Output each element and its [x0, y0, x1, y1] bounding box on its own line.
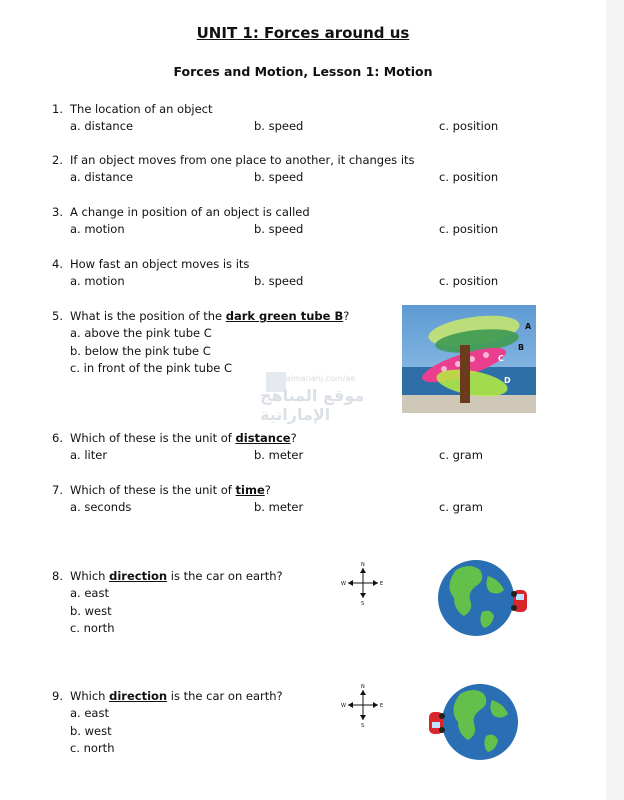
question-9: 9. Which direction is the car on earth? a. east b. west c. north — [52, 689, 283, 758]
question-text: How fast an object moves is its — [70, 257, 250, 271]
svg-text:N: N — [361, 562, 365, 568]
option-b: b. speed — [254, 222, 304, 236]
label-c: C — [498, 354, 504, 363]
option-a: a. distance — [70, 170, 134, 184]
question-text: The location of an object — [70, 102, 213, 116]
option-b: b. west — [70, 723, 112, 738]
svg-text:W: W — [341, 581, 346, 587]
option-c: c. position — [439, 274, 499, 288]
option-a: a. east — [70, 586, 109, 600]
option-c: c. north — [70, 621, 115, 635]
option-a: a. seconds — [70, 500, 132, 514]
option-c: c. gram — [439, 500, 483, 514]
question-7: 7. Which of these is the unit of time? a. seconds b. meter c. gram — [52, 483, 483, 514]
car-icon — [511, 590, 527, 612]
compass-rose-icon — [340, 560, 386, 606]
option-c: c. gram — [439, 448, 483, 462]
tubes-photo — [402, 305, 536, 413]
unit-title: UNIT 1: Forces around us — [196, 24, 410, 42]
watermark: almanahj.com/ae موقع المناهج الإماراتية — [260, 374, 365, 424]
option-b: b. speed — [254, 274, 304, 288]
option-b: b. speed — [254, 119, 304, 133]
question-4: 4. How fast an object moves is its a. motion b. speed c. position — [52, 257, 499, 288]
option-a: a. motion — [70, 274, 125, 288]
question-6: 6. Which of these is the unit of distance? a. liter b. meter c. gram — [52, 431, 483, 462]
question-2: 2. If an object moves from one place to another, it changes its a. distance b. speed c. position — [52, 153, 499, 184]
question-text: If an object moves from one place to another, it changes its — [70, 153, 415, 167]
keyword: distance — [235, 431, 291, 445]
option-c: c. north — [70, 741, 115, 755]
option-c: c. position — [439, 170, 499, 184]
svg-text:E: E — [380, 581, 384, 587]
option-a: a. motion — [70, 222, 125, 236]
svg-text:S: S — [361, 601, 365, 606]
keyword: time — [235, 483, 265, 497]
option-b: b. meter — [254, 448, 304, 462]
earth-car-east-image — [436, 556, 536, 640]
label-a: A — [525, 322, 532, 331]
lesson-subtitle: Forces and Motion, Lesson 1: Motion — [173, 64, 433, 79]
car-icon — [429, 712, 445, 734]
earth-car-west-image — [424, 680, 524, 764]
option-b: b. speed — [254, 170, 304, 184]
option-c: c. position — [439, 222, 499, 236]
option-b: b. meter — [254, 500, 304, 514]
option-a: a. distance — [70, 119, 134, 133]
question-1: 1. The location of an object a. distance b. speed c. position — [52, 102, 499, 133]
keyword: dark green tube B — [225, 309, 344, 323]
label-b: B — [518, 343, 525, 352]
svg-text:S: S — [361, 723, 365, 728]
keyword: direction — [109, 569, 168, 583]
svg-text:N: N — [361, 684, 365, 690]
question-text: A change in position of an object is called — [70, 205, 310, 219]
option-a: a. above the pink tube C — [70, 326, 212, 340]
question-5: 5. What is the position of the dark green tube B? a. above the pink tube C b. below the pink tube C c. in front of the pink tube C — [52, 309, 349, 378]
option-c: c. in front of the pink tube C — [70, 361, 233, 375]
option-b: b. below the pink tube C — [70, 343, 211, 358]
label-d: D — [504, 376, 511, 385]
option-c: c. position — [439, 119, 499, 133]
svg-text:E: E — [380, 703, 384, 709]
question-3: 3. A change in position of an object is called a. motion b. speed c. position — [52, 205, 499, 236]
keyword: direction — [109, 689, 168, 703]
question-8: 8. Which direction is the car on earth? a. east b. west c. north — [52, 569, 283, 638]
svg-text:W: W — [341, 703, 346, 709]
option-a: a. east — [70, 706, 109, 720]
option-a: a. liter — [70, 448, 108, 462]
compass-rose-icon — [340, 682, 386, 728]
option-b: b. west — [70, 603, 112, 618]
